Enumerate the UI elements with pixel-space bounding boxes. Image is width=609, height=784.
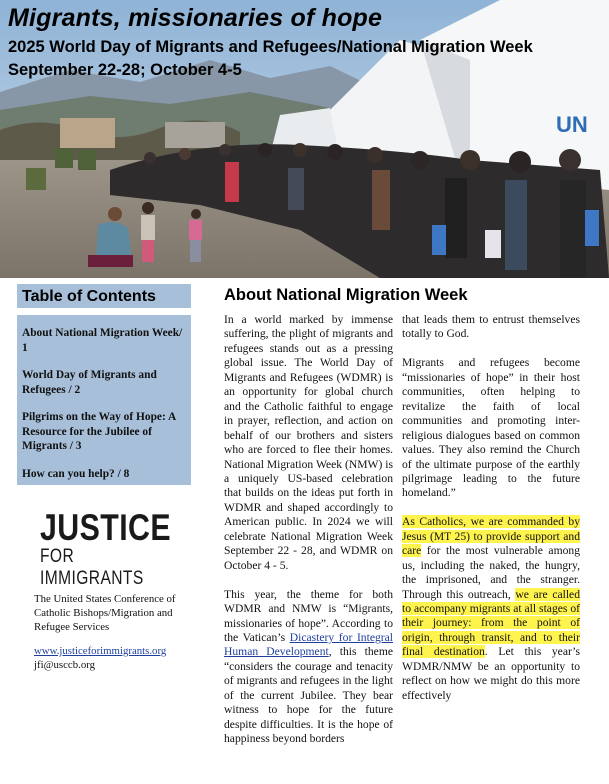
table-of-contents <box>17 315 191 485</box>
justice-for-immigrants-logo <box>40 507 180 590</box>
toc-item-pilgrims[interactable]: Pilgrims on the Way of Hope: A Resource for the Jubilee of Migrants / 3 <box>22 411 176 452</box>
hero-title: Migrants, missionaries of hope <box>8 4 383 32</box>
hero-photo <box>0 0 609 278</box>
paragraph-theme <box>224 588 393 747</box>
paragraph-catholics <box>402 515 580 703</box>
contact-email: jfi@usccb.org <box>34 659 96 671</box>
tent-text: UN <box>556 112 588 137</box>
theme-text-b: , this theme “considers the courage and tenacity of migrants and refugees in the light of the current Jubilee. They bear witness to hope for the future despite difficulties. It is the hope of happiness beyond borders <box>224 645 393 746</box>
highlight-command: As Catholics, we are commanded by Jesus (MT 25) to provide support and care <box>402 515 580 558</box>
catholics-text-a: for the most vulnerable among us, including the naked, the hungry, the imprisoned, and the stranger. Through this outreach, <box>402 544 580 601</box>
highlight-accompany: we are called to accompany migrants at all stages of their journey: from the point of origin, through transit, and to their final destination <box>402 587 580 659</box>
paragraph-missionaries: Migrants and refugees become “missionaries of hope” in their host communities, often helping to revitalize the faith of local communities and promoting inter-religious dialogues based on common values. They also remind the Church of the ultimate purpose of the earthly pilgrimage leading to the future homeland.” <box>402 356 580 500</box>
website-link[interactable]: www.justiceforimmigrants.org <box>34 645 167 657</box>
logo-word-justice: JUSTICE <box>40 507 172 548</box>
paragraph-intro: In a world marked by immense suffering, the plight of migrants and refugees stands out as a pressing global issue. The World Day of Migrants and Refugees (WDMR) is an opportunity for global church and the Catholic faithful to engage in prayer, reflection, and action on behalf of our brothers and sisters who are forced to flee their homes. National Migration Week (NMW) is a uniquely US-based celebration that builds on the ideas put forth in WDMR and shaped accordingly to American public. In 2024 we will celebrate National Migration Week September 22 - 28, and WDMR on October 4 - 5. <box>224 313 393 572</box>
dicastery-link[interactable]: Dicastery for Integral Human Development <box>224 630 393 659</box>
hero-subtitle-event: 2025 World Day of Migrants and Refugees/National Migration Week <box>8 38 533 56</box>
logo-word-for-immigrants: FOR IMMIGRANTS <box>40 546 144 589</box>
toc-item-how-to-help[interactable]: How can you help? / 8 <box>22 467 130 480</box>
toc-item-about-nmw[interactable]: About National Migration Week/ 1 <box>22 327 183 354</box>
toc-item-world-day[interactable]: World Day of Migrants and Refugees / 2 <box>22 369 157 396</box>
article-column-2 <box>402 313 580 703</box>
organization-name: The United States Conference of Catholic Bishops/Migration and Refugee Services <box>34 593 176 634</box>
paragraph-theme-continued: that leads them to entrust themselves totally to God. <box>402 313 580 341</box>
theme-text-a: This year, the theme for both WDMR and NMW is “Migrants, missionaries of hope”. According to the Vatican’s <box>224 587 393 644</box>
article-column-1 <box>224 313 393 747</box>
catholics-text-b: . Let this year’s WDMR/NMW be an opportunity to reflect on how we might do this more effectively <box>402 645 580 702</box>
hero-subtitle-dates: September 22-28; October 4-5 <box>8 61 242 79</box>
article-heading: About National Migration Week <box>224 286 468 304</box>
toc-heading: Table of Contents <box>17 284 191 308</box>
